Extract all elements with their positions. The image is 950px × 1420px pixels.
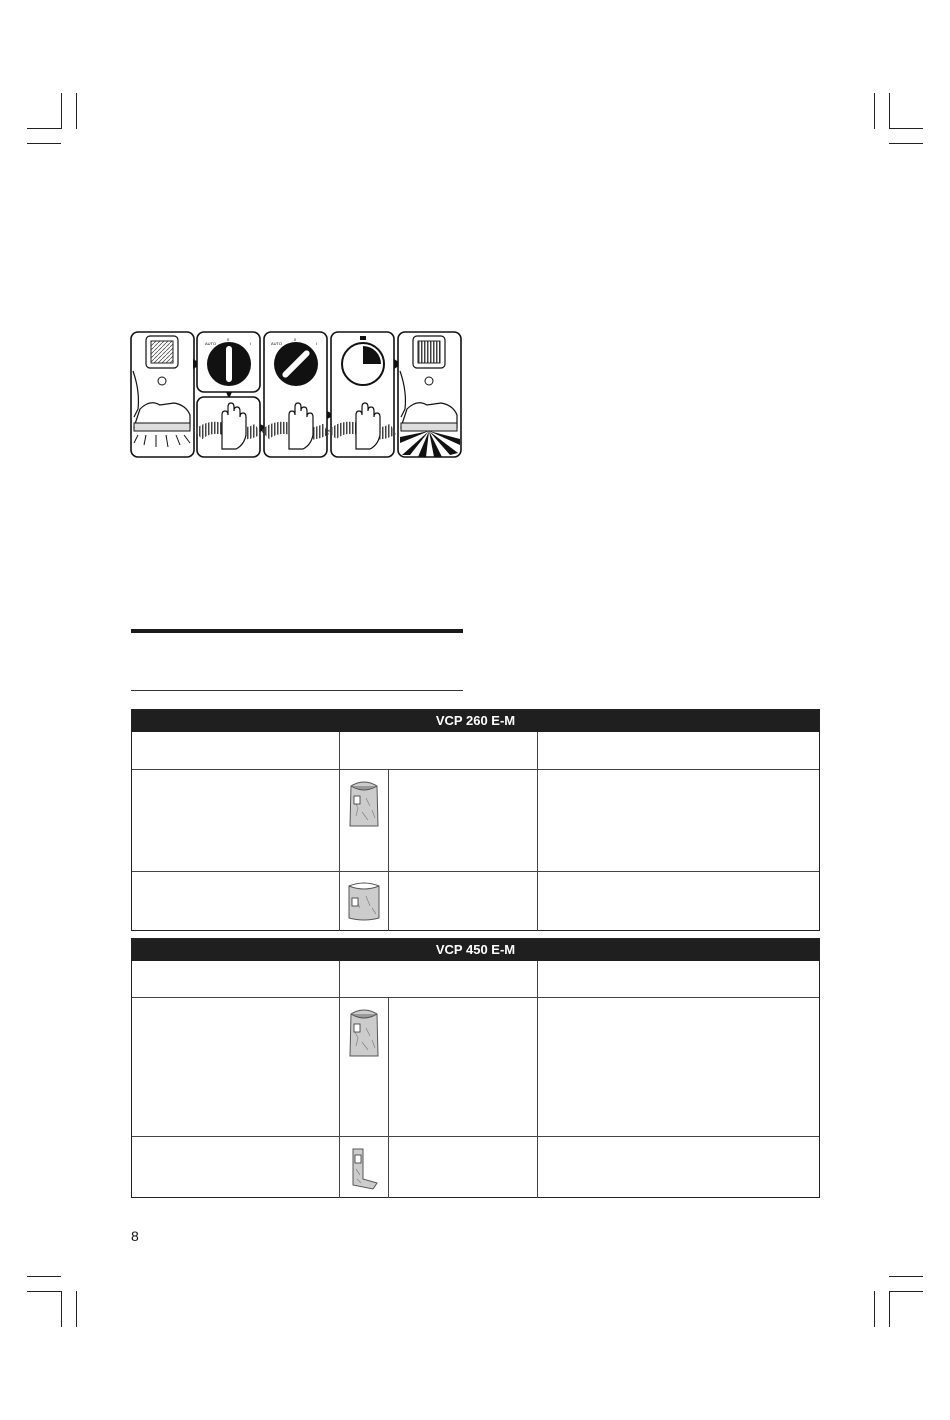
table-cell: [132, 961, 340, 997]
crop-mark: [61, 1291, 62, 1327]
table-cell: [340, 998, 538, 1136]
dial-rotated-icon: [264, 332, 327, 457]
table-cell: [538, 872, 819, 931]
table-cell: [132, 1137, 340, 1198]
table-cell: [340, 732, 538, 769]
table-row: [132, 871, 819, 931]
hand-on-hose-icon: [197, 397, 260, 457]
crop-mark: [874, 1291, 875, 1327]
table-cell: [389, 998, 537, 1136]
crop-mark: [27, 128, 61, 129]
svg-text:0: 0: [227, 337, 230, 342]
crop-mark: [889, 1291, 890, 1327]
table-row: [132, 997, 819, 1136]
table-cell: [340, 770, 538, 871]
crop-mark: [889, 93, 890, 129]
table-cell: [538, 770, 819, 871]
crop-mark: [76, 1291, 77, 1327]
crop-mark: [76, 93, 77, 129]
table-cell: [538, 998, 819, 1136]
table-cell: [538, 961, 819, 997]
crop-mark: [889, 128, 923, 129]
dial-auto-icon: [197, 332, 260, 392]
svg-text:I: I: [250, 341, 252, 346]
table-cell: [132, 732, 340, 769]
table-cell: [132, 998, 340, 1136]
page-number: 8: [131, 1228, 139, 1244]
crop-mark: [27, 1276, 61, 1277]
filter-bag-icon: [340, 770, 389, 871]
svg-text:AUTO: AUTO: [271, 341, 283, 346]
filter-sleeve-icon: [340, 872, 389, 931]
filter-cleaning-illustration: [130, 331, 463, 458]
table-cell: [132, 872, 340, 931]
table-header-row: [132, 732, 819, 769]
crop-mark: [27, 1291, 61, 1292]
cleaned-filter-icon: [398, 332, 461, 457]
table-cell: [538, 732, 819, 769]
table-row: [132, 769, 819, 871]
angle-filter-icon: [340, 1137, 389, 1198]
table-cell: [389, 770, 537, 871]
table-header-row: [132, 961, 819, 997]
crop-mark: [874, 93, 875, 129]
svg-text:I: I: [316, 341, 318, 346]
table-cell: [389, 1137, 537, 1198]
crop-mark: [889, 1291, 923, 1292]
accessory-table-vcp260: [131, 709, 820, 931]
svg-text:0: 0: [294, 337, 297, 342]
crop-mark: [61, 93, 62, 129]
crop-mark: [27, 143, 61, 144]
table-cell: [389, 872, 537, 931]
section-rule: [131, 690, 463, 691]
crop-mark: [889, 1276, 923, 1277]
section-rule: [131, 629, 463, 633]
svg-text:AUTO: AUTO: [205, 341, 217, 346]
table-title: VCP 450 E-M: [132, 939, 819, 961]
table-row: [132, 1136, 819, 1198]
table-title: VCP 260 E-M: [132, 710, 819, 732]
accessory-table-vcp450: [131, 938, 820, 1198]
timer-icon: [331, 332, 394, 457]
crop-mark: [889, 143, 923, 144]
cleaning-nozzle-icon: [131, 332, 194, 457]
filter-bag-icon: [340, 998, 389, 1136]
table-cell: [340, 1137, 538, 1198]
table-cell: [538, 1137, 819, 1198]
table-cell: [132, 770, 340, 871]
table-cell: [340, 961, 538, 997]
table-cell: [340, 872, 538, 931]
